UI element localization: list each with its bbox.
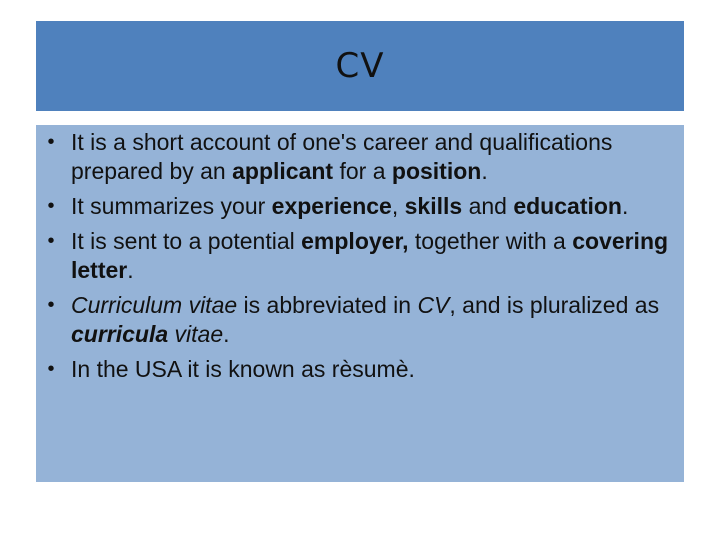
bullet-text: is abbreviated in xyxy=(237,292,418,318)
bullet-dot-icon: • xyxy=(47,294,55,316)
bullet-text: . xyxy=(621,193,629,219)
bullet-dot-icon: • xyxy=(47,230,55,252)
bullet-text: applicant xyxy=(232,158,334,184)
bullet-text: It is sent to a potential xyxy=(71,228,302,254)
title-bar xyxy=(36,21,684,111)
bullet-item xyxy=(36,192,674,221)
bullet-text: curricula xyxy=(71,321,169,347)
bullet-dot-icon: • xyxy=(47,131,55,153)
bullet-item xyxy=(36,227,674,285)
bullet-item xyxy=(36,128,674,186)
bullet-text: , and is pluralized as xyxy=(449,292,660,318)
content-box xyxy=(36,125,684,482)
bullet-text: for a xyxy=(333,158,392,184)
bullet-text: It summarizes your xyxy=(71,193,272,219)
bullet-text: In the USA it is known as rèsumè. xyxy=(71,356,415,382)
bullet-text: education xyxy=(513,193,622,219)
bullet-text: experience xyxy=(271,193,392,219)
bullet-text: together with a xyxy=(408,228,573,254)
bullet-text: vitae xyxy=(168,321,224,347)
bullet-text: , xyxy=(391,193,405,219)
bullet-dot-icon: • xyxy=(47,195,55,217)
bullet-list xyxy=(36,125,684,384)
bullet-text: position xyxy=(391,158,482,184)
bullet-text: . xyxy=(223,321,230,347)
bullet-text: and xyxy=(462,193,514,219)
bullet-item xyxy=(36,291,674,349)
bullet-text: skills xyxy=(404,193,463,219)
bullet-text: CV xyxy=(417,292,450,318)
bullet-text: . xyxy=(481,158,488,184)
bullet-text: covering letter xyxy=(71,228,669,283)
bullet-dot-icon: • xyxy=(47,358,55,380)
bullet-text: It is a short account of one's career and qualifications prepared by an xyxy=(71,129,613,184)
bullet-text: employer, xyxy=(301,228,409,254)
bullet-text: Curriculum vitae xyxy=(71,292,238,318)
bullet-item xyxy=(36,355,674,384)
bullet-text: . xyxy=(127,257,134,283)
slide-title: CV xyxy=(335,46,385,86)
